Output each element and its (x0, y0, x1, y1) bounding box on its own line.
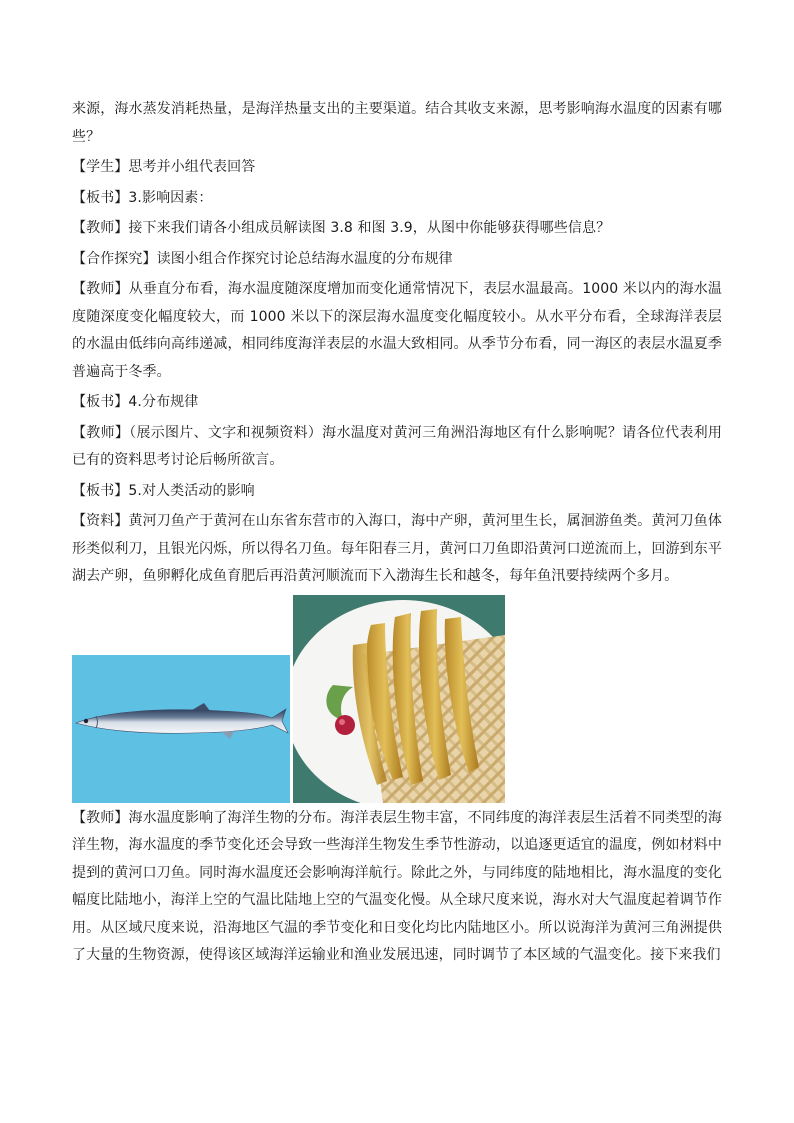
paragraph-text: 接下来我们请各小组成员解读图 3.8 和图 3.9，从图中你能够获得哪些信息？ (128, 220, 611, 236)
role-tag: 【资料】 (72, 513, 129, 529)
role-tag: 【板书】 (72, 189, 129, 206)
paragraph-board-3 (72, 185, 722, 213)
fried-fish-illustration (293, 595, 505, 803)
paragraph-material (72, 508, 722, 591)
paragraph-text: 3.影响因素： (128, 189, 213, 206)
paragraph-text: 思考并小组代表回答 (128, 159, 256, 175)
role-tag: 【合作探究】 (72, 250, 157, 267)
role-tag: 【教师】 (72, 424, 130, 441)
paragraph-intro (72, 96, 722, 151)
fried-fish-dish-photo (293, 595, 505, 803)
paragraph-text: 海水温度影响了海洋生物的分布。海洋表层生物丰富，不同纬度的海洋表层生活着不同类型的海洋生物，海水温度的季节变化还会导致一些海洋生物发生季节性游动，以追逐更适宜的温度，例如材料中提到的黄河口刀鱼。同时海水温度还会影响海洋航行。除此之外，与同纬度的陆地相比，海水温度的变化幅度比陆地小，海洋上空的气温比陆地上空的气温变化慢。从全球尺度来说，海水对大气温度起着调节作用。从区域尺度来说，沿海地区气温的季节变化和日变化均比内陆地区小。所以说海洋为黄河三角洲提供了大量的生物资源，使得该区域海洋运输业和渔业发展迅速，同时调节了本区域的气温变化。接下来我们 (72, 809, 722, 963)
paragraph-text: （展示图片、文字和视频资料）海水温度对黄河三角洲沿海地区有什么影响呢？请各位代表利用已有的资料思考讨论后畅所欲言。 (72, 424, 722, 468)
role-tag: 【板书】 (72, 482, 129, 499)
paragraph-text: 5.对人类活动的影响 (128, 482, 255, 499)
paragraph-text: 4.分布规律 (128, 394, 199, 410)
paragraph-teacher-distribution (72, 276, 722, 386)
paragraph-text: 读图小组合作探究讨论总结海水温度的分布规律 (156, 250, 453, 267)
document-page (72, 96, 722, 973)
role-tag: 【教师】 (72, 220, 129, 236)
paragraph-text: 从垂直分布看，海水温度随深度增加而变化通常情况下，表层水温最高。1000 米以内的海水温度随深度变化幅度较大，而 1000 米以下的深层海水温度变化幅度较小。从水平分布看，全球海洋表层的水温由低纬向高纬递减，相同纬度海洋表层的水温大致相同。从季节分布看，同一海区的表层水温夏季普遍高于冬季。 (72, 281, 722, 380)
role-tag: 【教师】 (72, 809, 129, 826)
paragraph-teacher-conclusion (72, 805, 722, 970)
paragraph-text: 来源，海水蒸发消耗热量，是海洋热量支出的主要渠道。结合其收支来源，思考影响海水温度的因素有哪些？ (72, 101, 722, 145)
knife-fish-illustration (72, 655, 290, 803)
paragraph-teacher-impact (72, 420, 722, 475)
role-tag: 【板书】 (72, 394, 129, 410)
role-tag: 【学生】 (72, 159, 129, 175)
role-tag: 【教师】 (72, 281, 129, 297)
knife-fish-photo (72, 655, 290, 803)
paragraph-text: 黄河刀鱼产于黄河在山东省东营市的入海口，海中产卵，黄河里生长，属洄游鱼类。黄河刀鱼体形类似利刀，且银光闪烁，所以得名刀鱼。每年阳春三月，黄河口刀鱼即沿黄河口逆流而上，回游到东平湖去产卵，鱼卵孵化成鱼育肥后再沿黄河顺流而下入渤海生长和越冬，每年鱼汛要持续两个多月。 (72, 513, 722, 584)
paragraph-board-5 (72, 478, 722, 506)
paragraph-board-4 (72, 389, 722, 417)
paragraph-student (72, 154, 722, 182)
figure-row (72, 595, 722, 803)
paragraph-cooperative (72, 246, 722, 274)
paragraph-teacher-figures (72, 215, 722, 243)
